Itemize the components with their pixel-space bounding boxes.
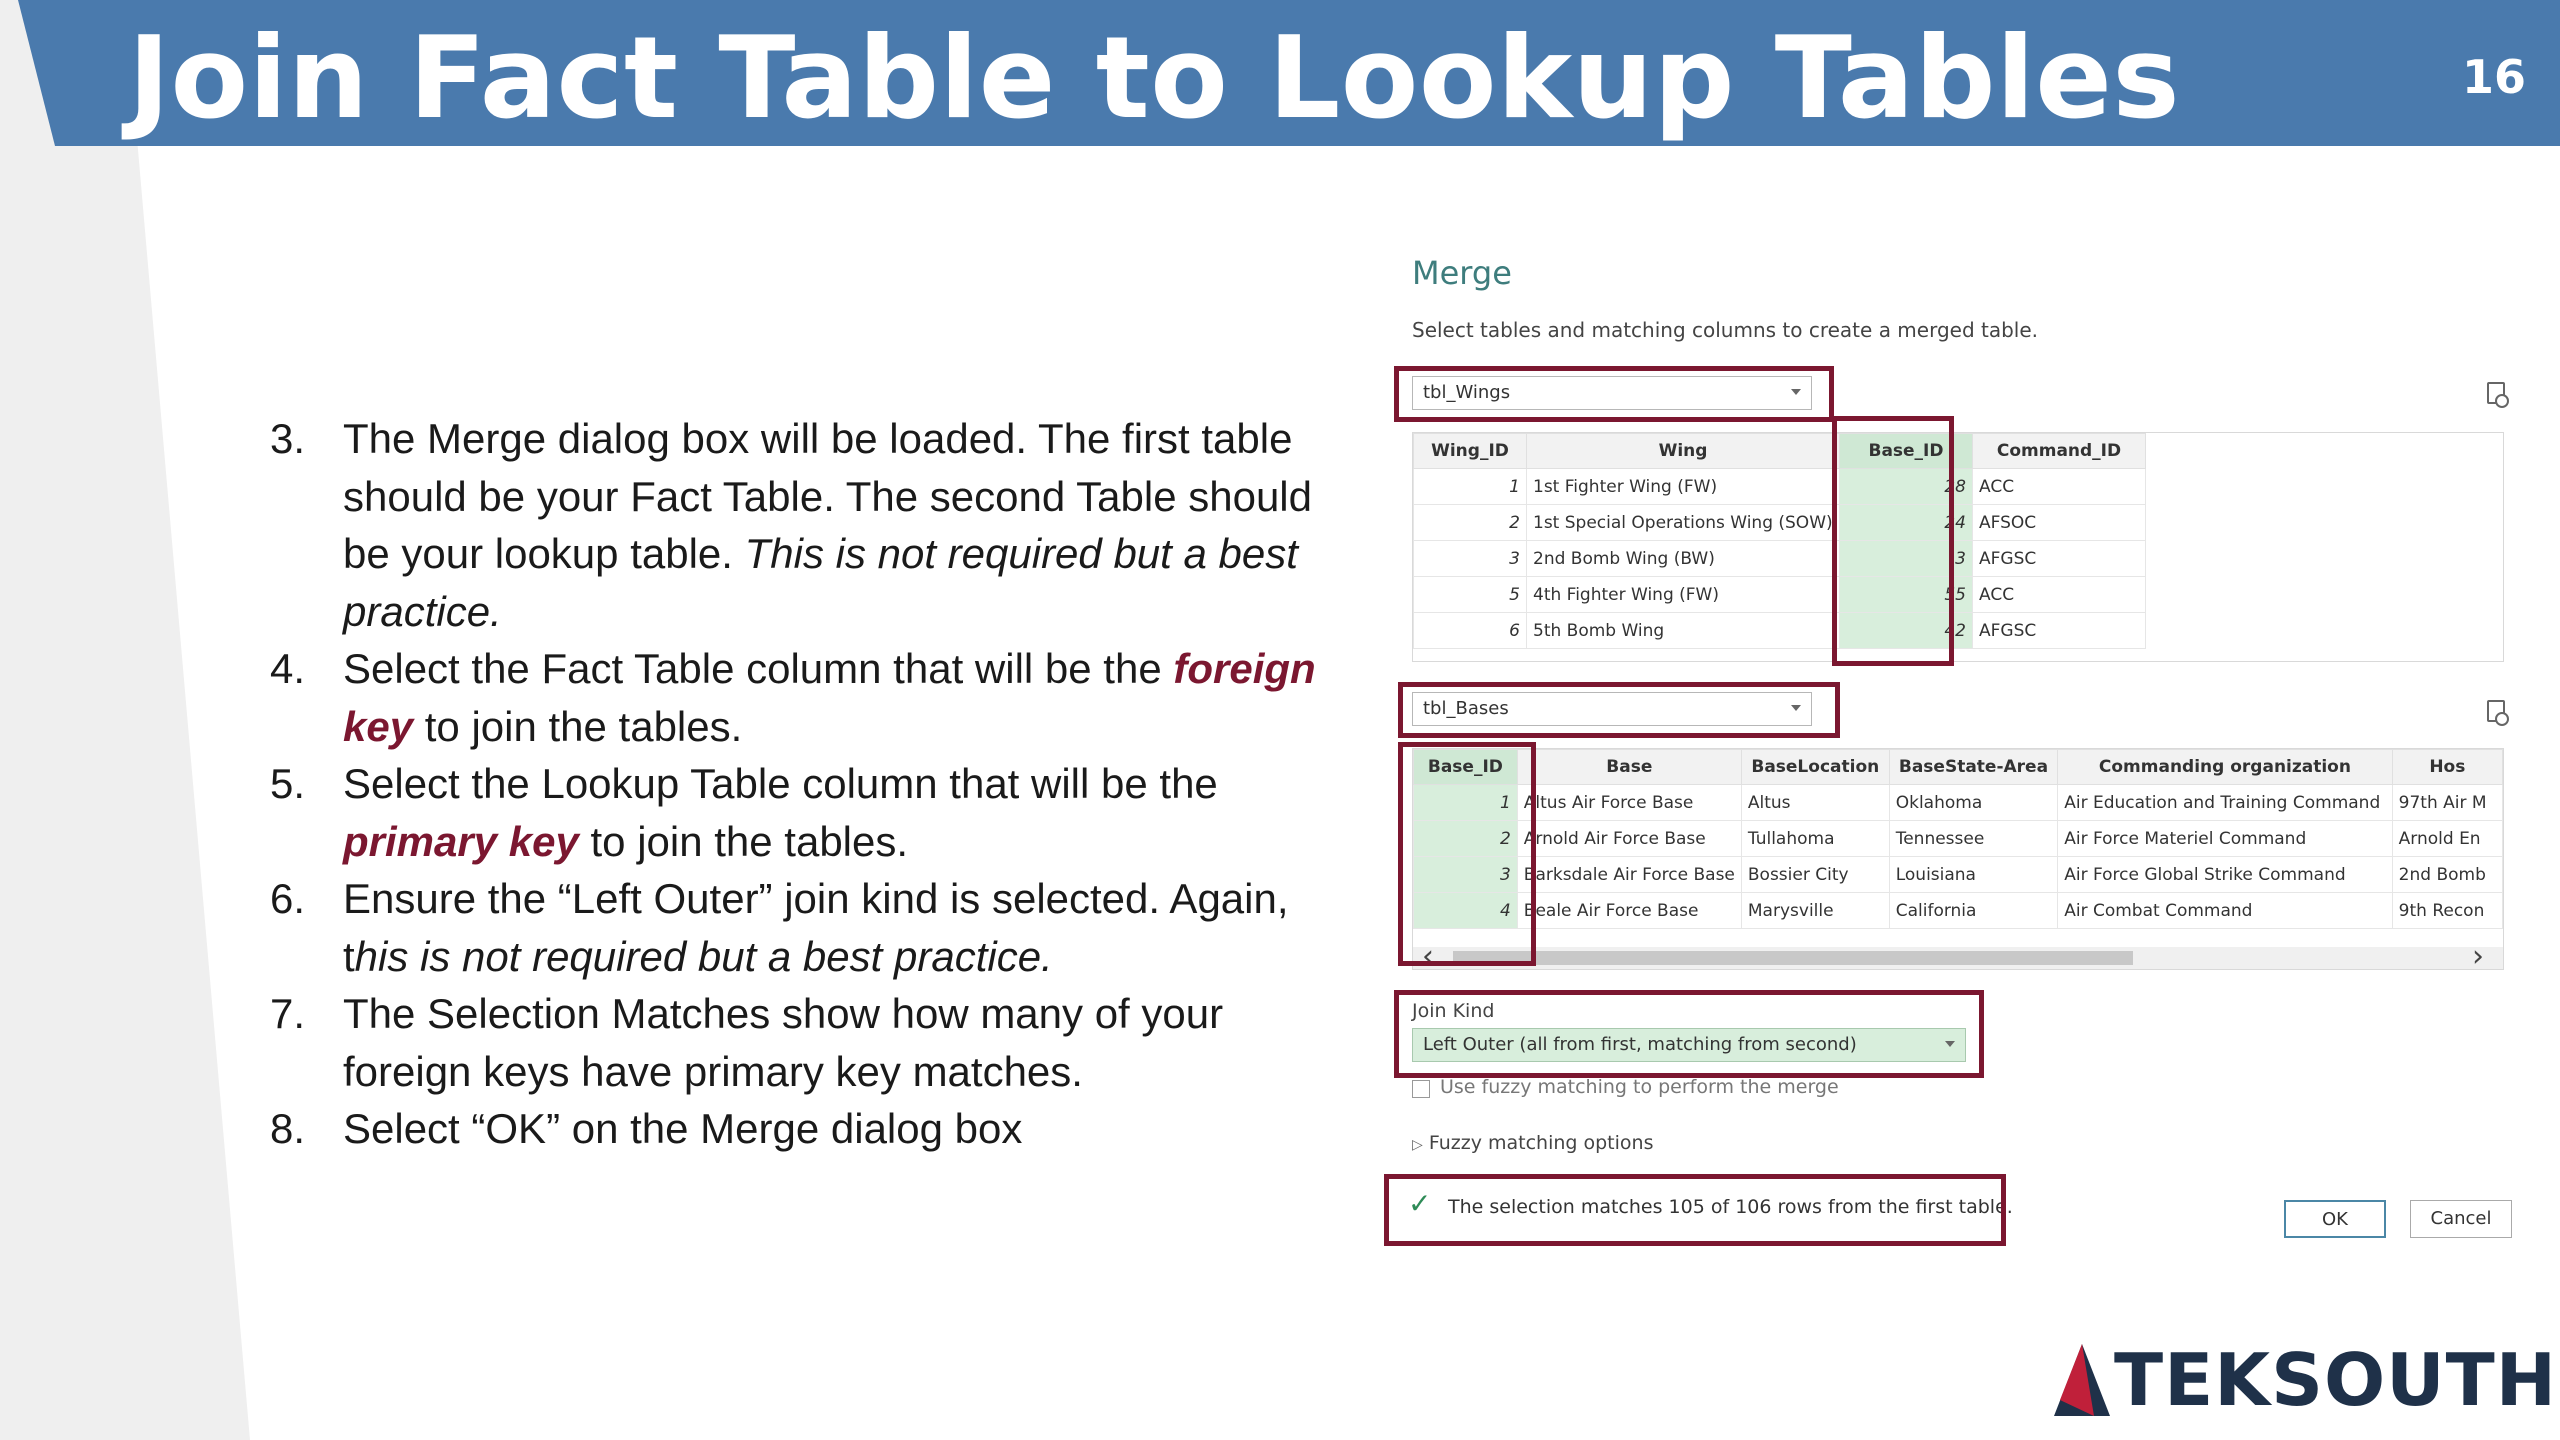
column-header[interactable]: Command_ID — [1973, 434, 2146, 469]
key-term: primary key — [343, 817, 579, 865]
highlight-match-result — [1384, 1174, 2006, 1246]
step-number: 3. — [270, 415, 306, 462]
table-cell: 2 — [1414, 505, 1527, 541]
table-cell: California — [1889, 893, 2058, 929]
table-cell: 2 — [1414, 821, 1518, 857]
scrollbar-thumb[interactable] — [1453, 951, 2133, 965]
table-cell: ACC — [1973, 577, 2146, 613]
merge-dialog — [1370, 240, 2530, 1270]
table-cell: Bossier City — [1741, 857, 1889, 893]
table-cell: 3 — [1414, 541, 1527, 577]
step-text-part: to join the tables. — [578, 817, 909, 865]
step-text-part: Select the Lookup Table column that will be the — [343, 760, 1218, 807]
table-cell: AFGSC — [1973, 613, 2146, 649]
column-header[interactable]: Wing_ID — [1414, 434, 1527, 469]
table-row — [1414, 785, 2503, 821]
step-text-part: Ensure the “Left Outer” join kind is selected. Again, t — [343, 875, 1289, 980]
first-table-grid — [1413, 433, 2146, 649]
table-cell: AFGSC — [1973, 541, 2146, 577]
table-cell: Air Education and Training Command — [2058, 785, 2392, 821]
first-table-select-value: tbl_Wings — [1423, 382, 1511, 403]
table-row — [1414, 541, 2146, 577]
table-cell: 3 — [1414, 857, 1518, 893]
highlight-first-table-select — [1394, 366, 1834, 422]
highlight-primary-key-column — [1398, 742, 1536, 974]
table-cell: Arnold Air Force Base — [1517, 821, 1741, 857]
column-header[interactable]: Base_ID — [1414, 750, 1518, 785]
column-header[interactable]: BaseLocation — [1741, 750, 1889, 785]
ok-button[interactable]: OK — [2284, 1200, 2386, 1238]
table-cell: Tullahoma — [1741, 821, 1889, 857]
instruction-step — [270, 410, 1320, 640]
second-table-grid — [1413, 749, 2503, 929]
highlight-join-kind — [1394, 990, 1984, 1078]
preview-file-icon[interactable] — [2487, 382, 2505, 404]
column-header[interactable]: Wing — [1527, 434, 1840, 469]
step-text-part: Select the Fact Table column that will be the — [343, 645, 1174, 692]
chevron-right-icon: ▷ — [1412, 1137, 1423, 1153]
table-cell: 5 — [1414, 577, 1527, 613]
dialog-title: Merge — [1412, 254, 1512, 292]
table-cell: Beale Air Force Base — [1517, 893, 1741, 929]
table-cell: 5th Bomb Wing — [1527, 613, 1840, 649]
table-cell: 9th Recon — [2392, 893, 2502, 929]
table-cell: 4th Fighter Wing (FW) — [1527, 577, 1840, 613]
scroll-right-icon[interactable]: › — [2472, 939, 2484, 974]
table-cell: 1st Special Operations Wing (SOW) — [1527, 505, 1840, 541]
table-cell: 42 — [1840, 613, 1973, 649]
fuzzy-options-label: Fuzzy matching options — [1428, 1132, 1654, 1154]
step-number: 6. — [270, 875, 306, 922]
join-kind-label: Join Kind — [1412, 1000, 1495, 1022]
table-cell: Tennessee — [1889, 821, 2058, 857]
table-row — [1414, 469, 2146, 505]
step-text — [343, 985, 1320, 1100]
table-cell: 2nd Bomb — [2392, 857, 2502, 893]
table-row — [1414, 613, 2146, 649]
step-text — [343, 755, 1320, 870]
table-cell: Air Combat Command — [2058, 893, 2392, 929]
instruction-step — [270, 1100, 1320, 1158]
join-kind-value: Left Outer (all from first, matching from second) — [1423, 1034, 1857, 1055]
fuzzy-options-toggle[interactable] — [1412, 1132, 1653, 1154]
table-row — [1414, 857, 2503, 893]
step-number: 5. — [270, 760, 306, 807]
table-cell: 3 — [1840, 541, 1973, 577]
table-cell: Arnold En — [2392, 821, 2502, 857]
key-term: foreign key — [343, 645, 1316, 750]
instruction-step — [270, 755, 1320, 870]
highlight-foreign-key-column — [1832, 416, 1954, 666]
table-cell: Marysville — [1741, 893, 1889, 929]
table-row — [1414, 505, 2146, 541]
fuzzy-matching-checkbox[interactable] — [1412, 1080, 1430, 1098]
step-text-part: his is not required but a best practice. — [354, 932, 1053, 980]
step-text-part: to join the tables. — [413, 702, 743, 750]
table-cell: Air Force Global Strike Command — [2058, 857, 2392, 893]
step-text — [343, 870, 1320, 985]
instruction-step — [270, 985, 1320, 1100]
table-cell: Altus Air Force Base — [1517, 785, 1741, 821]
table-cell: 97th Air M — [2392, 785, 2502, 821]
highlight-second-table-select — [1398, 682, 1840, 738]
column-header[interactable]: Hos — [2392, 750, 2502, 785]
table-cell: Oklahoma — [1889, 785, 2058, 821]
column-header[interactable]: Base_ID — [1840, 434, 1973, 469]
table-cell: 4 — [1414, 893, 1518, 929]
table-cell: Altus — [1741, 785, 1889, 821]
table-cell: 1st Fighter Wing (FW) — [1527, 469, 1840, 505]
step-text-part: This is not required but a best practice. — [343, 530, 1298, 635]
fuzzy-matching-label: Use fuzzy matching to perform the merge — [1440, 1076, 1839, 1098]
table-cell: Air Force Materiel Command — [2058, 821, 2392, 857]
table-cell: 1 — [1414, 785, 1518, 821]
second-table-select-value: tbl_Bases — [1423, 698, 1509, 719]
table-cell: AFSOC — [1973, 505, 2146, 541]
column-header[interactable]: Base — [1517, 750, 1741, 785]
instruction-step — [270, 870, 1320, 985]
table-cell: 55 — [1840, 577, 1973, 613]
column-header[interactable]: Commanding organization — [2058, 750, 2392, 785]
step-number: 4. — [270, 645, 306, 692]
table-cell: 24 — [1840, 505, 1973, 541]
step-number: 8. — [270, 1105, 306, 1152]
table-cell: 1 — [1414, 469, 1527, 505]
step-number: 7. — [270, 990, 306, 1037]
step-text — [343, 1100, 1320, 1158]
dialog-subtitle: Select tables and matching columns to create a merged table. — [1412, 318, 2039, 342]
table-cell: ACC — [1973, 469, 2146, 505]
table-cell: Barksdale Air Force Base — [1517, 857, 1741, 893]
table-cell: 28 — [1840, 469, 1973, 505]
step-text-part: The Selection Matches show how many of your foreign keys have primary key matches. — [343, 990, 1224, 1095]
preview-file-icon[interactable] — [2487, 700, 2505, 722]
table-row — [1414, 893, 2503, 929]
scroll-left-icon[interactable]: ‹ — [1422, 939, 1434, 974]
cancel-button[interactable]: Cancel — [2410, 1200, 2512, 1238]
teksouth-logo — [2052, 1338, 2557, 1422]
slide-title: Join Fact Table to Lookup Tables — [128, 12, 2181, 144]
table-cell: 6 — [1414, 613, 1527, 649]
table-row — [1414, 821, 2503, 857]
step-text-part: The Merge dialog box will be loaded. The first table should be your Fact Table. The second Table should be your lookup table. — [343, 415, 1312, 577]
table-row — [1414, 577, 2146, 613]
instruction-list — [270, 410, 1320, 1158]
selection-match-text: The selection matches 105 of 106 rows from the first table. — [1448, 1196, 2013, 1218]
step-text — [343, 410, 1320, 640]
step-text-part: Select “OK” on the Merge dialog box — [343, 1105, 1023, 1152]
slide-left-strip — [0, 0, 250, 1440]
second-table-preview — [1412, 748, 2504, 974]
step-text — [343, 640, 1320, 755]
table-cell: 2nd Bomb Wing (BW) — [1527, 541, 1840, 577]
slide-number: 16 — [2461, 50, 2526, 104]
column-header[interactable]: BaseState-Area — [1889, 750, 2058, 785]
table-cell: Louisiana — [1889, 857, 2058, 893]
logo-text: TEKSOUTH — [2114, 1338, 2557, 1422]
logo-mark-icon — [2052, 1340, 2112, 1420]
instruction-step — [270, 640, 1320, 755]
horizontal-scrollbar[interactable] — [1413, 939, 2503, 974]
checkmark-icon: ✓ — [1408, 1187, 1432, 1220]
